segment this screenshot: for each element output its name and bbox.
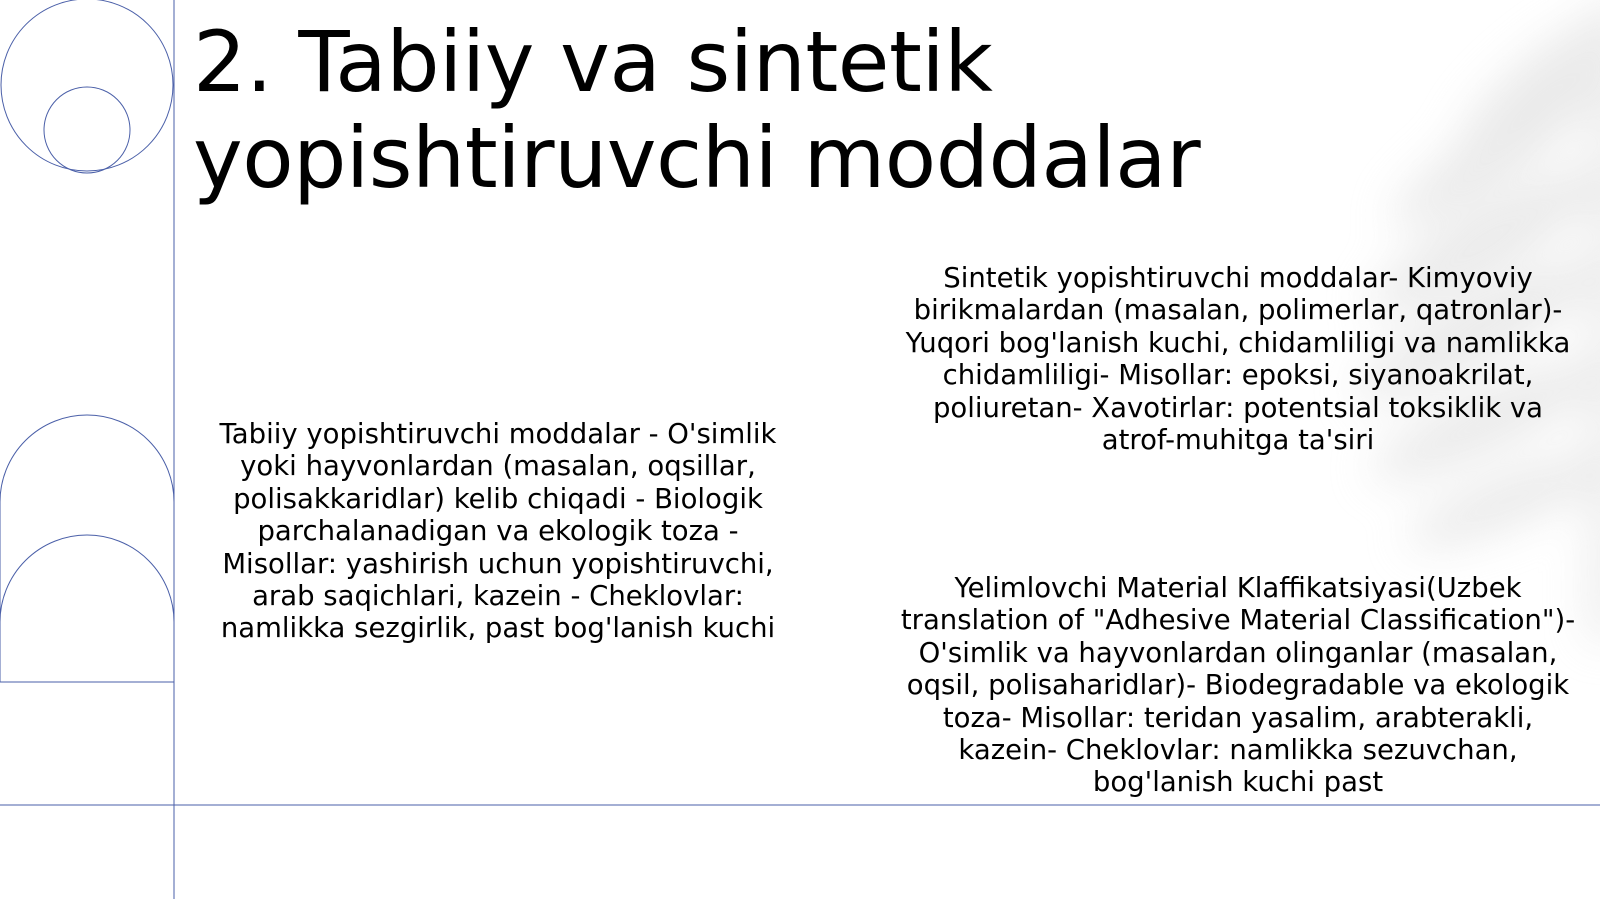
text-line: polisakkaridlar) kelib chiqadi - Biologik	[233, 482, 763, 515]
text-line: atrof-muhitga ta'siri	[1101, 424, 1375, 457]
text-line: poliuretan- Xavotirlar: potentsial toksiklik va	[932, 391, 1544, 424]
text-line: kazein- Cheklovlar: namlikka sezuvchan,	[958, 734, 1518, 767]
text-line: Sintetik yopishtiruvchi moddalar- Kimyoviy	[943, 262, 1533, 294]
text-line: yoki hayvonlardan (masalan, oqsillar,	[240, 450, 756, 483]
text-line: chidamliligi- Misollar: epoksi, siyanoakrilat,	[942, 359, 1534, 392]
text-line: Misollar: yashirish uchun yopishtiruvchi,	[222, 547, 774, 580]
text-line: Yelimlovchi Material Klaffikatsiyasi(Uzbek	[954, 572, 1522, 604]
natural-adhesives-text	[178, 418, 818, 645]
text-line: birikmalardan (masalan, polimerlar, qatronlar)-	[913, 294, 1563, 327]
text-line: oqsil, polisaharidlar)- Biodegradable va ekologik	[906, 669, 1570, 702]
classification-text	[878, 572, 1598, 799]
text-line: translation of "Adhesive Material Classification")-	[900, 604, 1576, 637]
text-line: namlikka sezgirlik, past bog'lanish kuchi	[220, 612, 776, 645]
text-line: Yuqori bog'lanish kuchi, chidamliligi va namlikka	[905, 326, 1571, 359]
text-line: toza- Misollar: teridan yasalim, arabterakli,	[942, 701, 1534, 734]
title-line: 2. Tabiiy va sintetik	[193, 13, 993, 111]
text-line: parchalanadigan va ekologik toza -	[257, 515, 739, 548]
title-line: yopishtiruvchi moddalar	[193, 109, 1201, 207]
text-line: Tabiiy yopishtiruvchi moddalar - O'simlik	[219, 418, 777, 450]
text-line: O'simlik va hayvonlardan olinganlar (masalan,	[918, 636, 1558, 669]
text-line: arab saqichlari, kazein - Cheklovlar:	[252, 580, 744, 613]
page-title	[193, 14, 1343, 206]
text-line: bog'lanish kuchi past	[1092, 766, 1384, 799]
synthetic-adhesives-text	[878, 262, 1598, 456]
